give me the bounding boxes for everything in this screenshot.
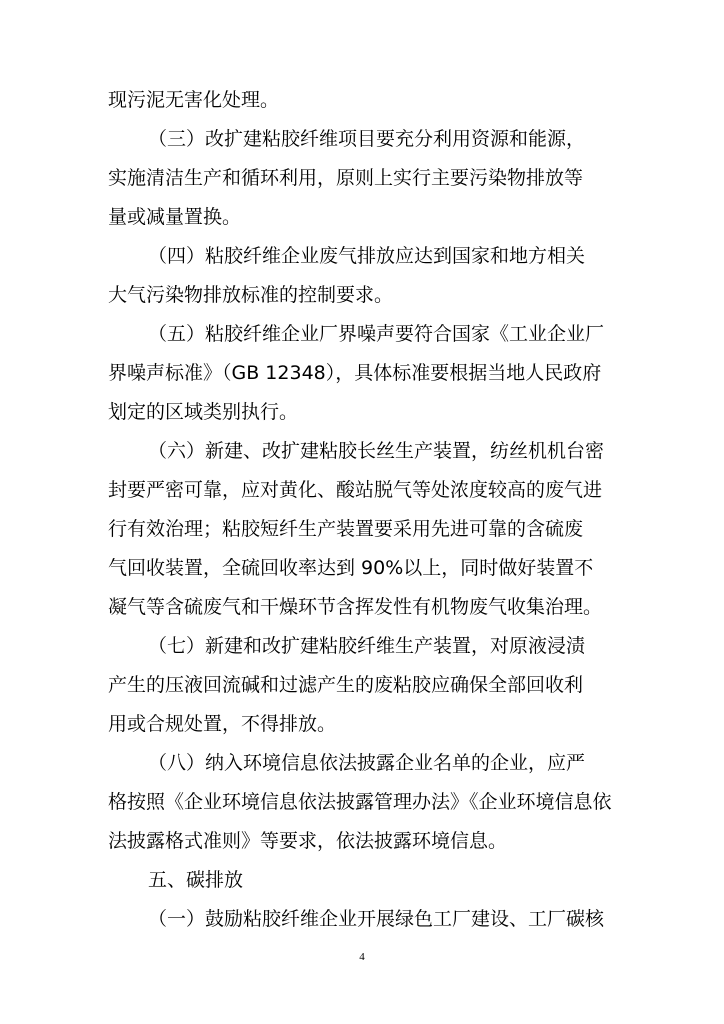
body-text-line: 行有效治理；粘胶短纤生产装置要采用先进可靠的含硫废 bbox=[108, 518, 584, 540]
body-text-line: 实施清洁生产和循环利用，原则上实行主要污染物排放等 bbox=[108, 167, 584, 189]
body-text-line: 界噪声标准》（GB 12348），具体标准要根据当地人民政府 bbox=[108, 362, 602, 384]
body-text-line: 格按照《企业环境信息依法披露管理办法》《企业环境信息依 bbox=[108, 791, 612, 813]
section-heading: 五、碳排放 bbox=[148, 869, 244, 891]
body-text-line: 凝气等含硫废气和干燥环节含挥发性有机物废气收集治理。 bbox=[108, 596, 603, 618]
body-text-line: 法披露格式准则》等要求，依法披露环境信息。 bbox=[108, 830, 508, 852]
page-number: 4 bbox=[359, 951, 365, 963]
paragraph-1-heading-line: （一）鼓励粘胶纤维企业开展绿色工厂建设、工厂碳核 bbox=[148, 908, 605, 930]
body-text-line: 产生的压液回流碱和过滤产生的废粘胶应确保全部回收利 bbox=[108, 674, 584, 696]
paragraph-3-heading-line: （三）改扩建粘胶纤维项目要充分利用资源和能源， bbox=[148, 128, 586, 150]
body-text-line: 用或合规处置，不得排放。 bbox=[108, 713, 337, 735]
paragraph-4-heading-line: （四）粘胶纤维企业废气排放应达到国家和地方相关 bbox=[148, 245, 586, 267]
paragraph-5-heading-line: （五）粘胶纤维企业厂界噪声要符合国家《工业企业厂 bbox=[148, 323, 605, 345]
body-text-line: 划定的区域类别执行。 bbox=[108, 401, 299, 423]
body-text-line: 大气污染物排放标准的控制要求。 bbox=[108, 284, 394, 306]
body-text-line: 封要严密可靠，应对黄化、酸站脱气等处浓度较高的废气进 bbox=[108, 479, 603, 501]
paragraph-7-heading-line: （七）新建和改扩建粘胶纤维生产装置，对原液浸渍 bbox=[148, 635, 586, 657]
body-text-line: 量或减量置换。 bbox=[108, 206, 242, 228]
body-text-line: 现污泥无害化处理。 bbox=[108, 89, 280, 111]
body-text-line: 气回收装置，全硫回收率达到 90%以上，同时做好装置不 bbox=[108, 557, 594, 579]
paragraph-6-heading-line: （六）新建、改扩建粘胶长丝生产装置，纺丝机机台密 bbox=[148, 440, 605, 462]
paragraph-8-heading-line: （八）纳入环境信息依法披露企业名单的企业，应严 bbox=[148, 752, 586, 774]
